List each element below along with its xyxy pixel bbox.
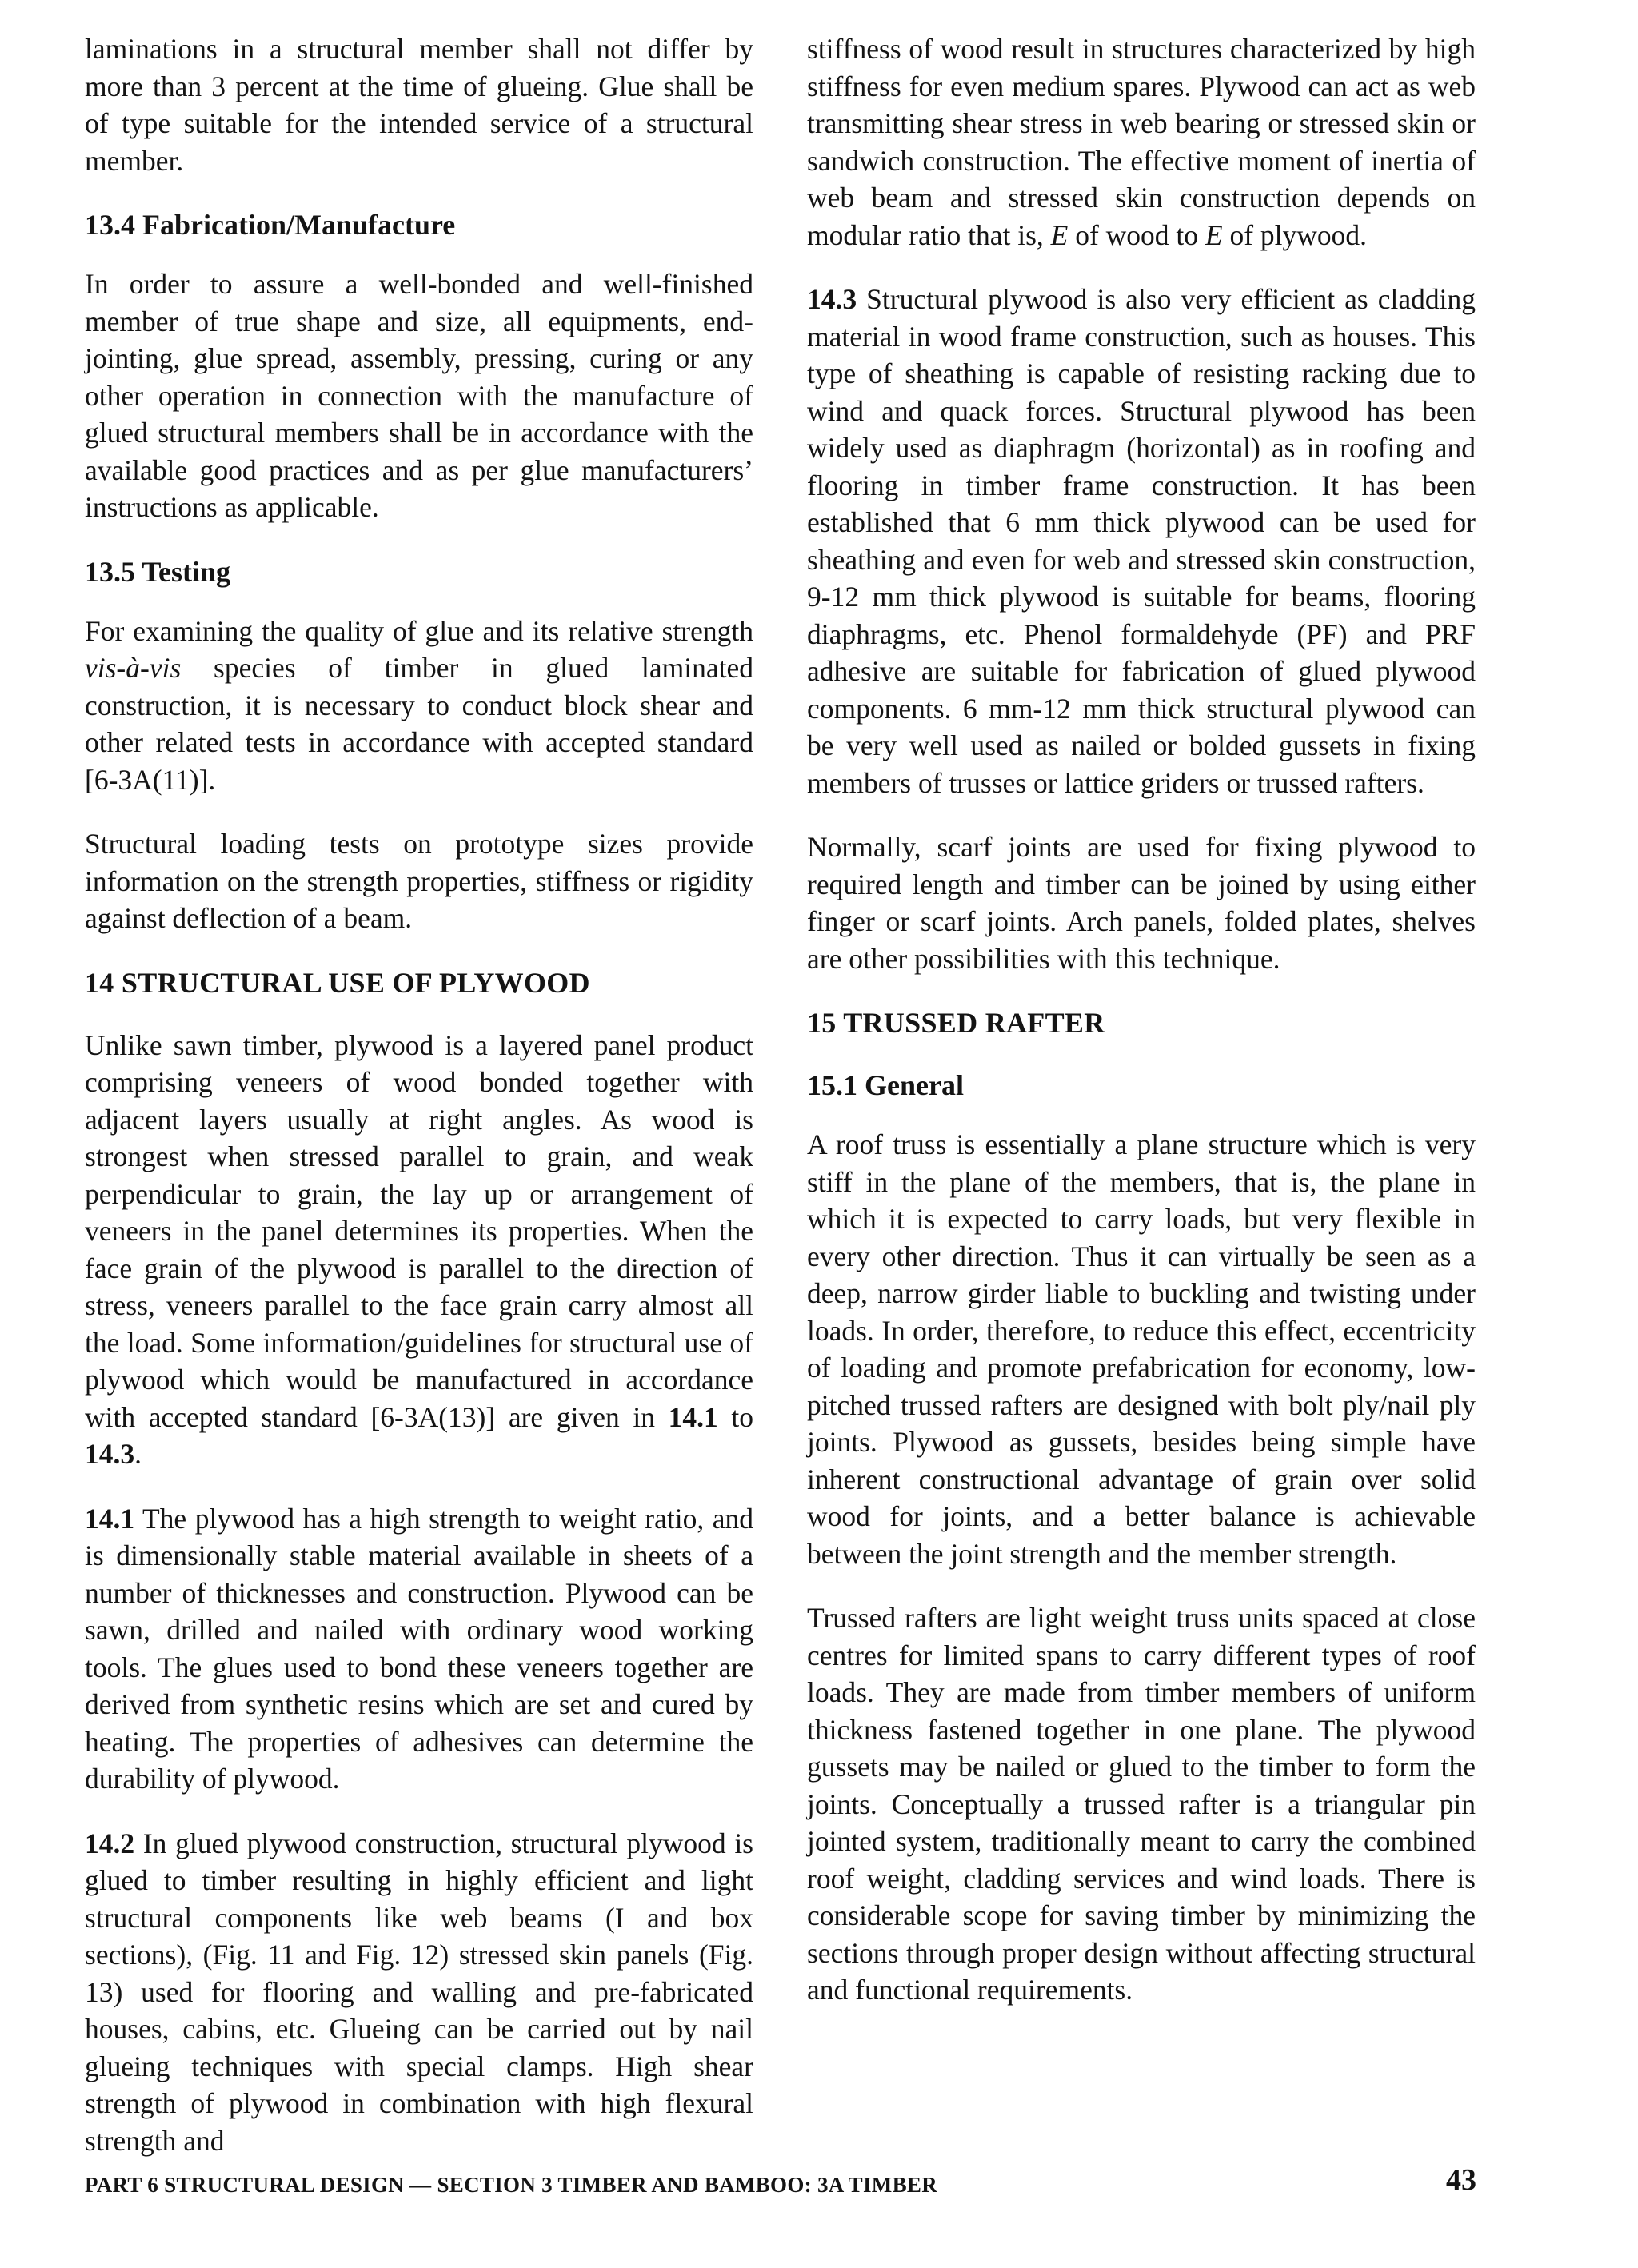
paragraph-14-3 xyxy=(807,281,1476,801)
text: Unlike sawn timber, plywood is a layered panel product comprising veneers of wood bonded together with adjacent layers usually at right angles. As wood is strongest when stressed parallel to grain, and weak perpendicular to grain, the lay up or arrangement of veneers in the panel determines its properties. When the face grain of the plywood is parallel to the direction of stress, veneers parallel to the face grain carry almost all the load. Some information/guidelines for structural use of plywood which would be manufactured in accordance with accepted standard [6-3A(13)] are given in xyxy=(85,1028,753,1433)
paragraph-13-4: In order to assure a well-bonded and well-finished member of true shape and size, all equipments, end-jointing, glue spread, assembly, pressing, curing or any other operation in connection with the manufacture of glued structural members shall be in accordance with the available good practices and as per glue manufacturers’ instructions as applicable. xyxy=(85,268,753,523)
paragraph-15-1-b: Trussed rafters are light weight truss units spaced at close centres for limited spans to carry different types of roof loads. They are made from timber members of uniform thickness fastened together in one plane. The plywood gussets may be nailed or glued to the timber to form the joints. Conceptually a trussed rafter is a triangular pin jointed system, traditionally meant to carry the combined roof weight, cladding services and wind loads. There is considerable scope for saving timber by minimizing the sections through proper design without affecting structural and functional requirements. xyxy=(807,1602,1476,2006)
italic-text: vis-à-vis xyxy=(85,652,182,684)
text: to xyxy=(717,1400,753,1433)
paragraph-14 xyxy=(85,1027,753,1473)
clause-ref: 14.1 xyxy=(668,1400,718,1433)
paragraph-14-2 xyxy=(85,1825,753,2160)
paragraph-13-5-b: Structural loading tests on prototype sizes provide information on the strength properties, stiffness or rigidity against deflection of a beam. xyxy=(85,828,753,934)
paragraph-15-1-a: A roof truss is essentially a plane structure which is very stiff in the plane of the members, that is, the plane in which it is expected to carry loads, but very flexible in every other direction. Thus it can virtually be seen as a deep, narrow girder liable to buckling and twisting under loads. In order, therefore, to reduce this effect, eccentricity of loading and promote prefabrication for economy, low-pitched trussed rafters are designed with bolt ply/nail ply joints. Plywood as gussets, besides being simple have inherent constructional advantage of grain over solid wood for joints, and a better balance is achievable between the joint strength and the member strength. xyxy=(807,1128,1476,1570)
italic-symbol: E xyxy=(1050,218,1069,251)
text: species of timber in glued laminated construction, it is necessary to conduct block shear and other related tests in accordance with accepted standard [6-3A(11)]. xyxy=(85,652,753,796)
paragraph-scarf-joints: Normally, scarf joints are used for fixing plywood to required length and timber can be joined by using either finger or scarf joints. Arch panels, folded plates, shelves are other possibilities with this technique. xyxy=(807,831,1476,975)
page-number: 43 xyxy=(1446,2163,1476,2197)
heading-15-1: 15.1 General xyxy=(807,1069,964,1101)
clause-ref: 14.3 xyxy=(85,1438,135,1470)
italic-symbol: E xyxy=(1205,218,1223,251)
footer-title: PART 6 STRUCTURAL DESIGN — SECTION 3 TIMBER AND BAMBOO: 3A TIMBER xyxy=(85,2173,937,2197)
text: In glued plywood construction, structural plywood is glued to timber resulting in highly efficient and light structural components like web beams (I and box sections), (Fig. 11 and Fig. 12) stressed skin panels (Fig. 13) used for flooring and walling and pre-fabricated houses, cabins, etc. Glueing can be carried out by nail glueing techniques with special clamps. High shear strength of plywood in combination with high flexural strength and xyxy=(85,1827,753,2157)
heading-13-4: 13.4 Fabrication/Manufacture xyxy=(85,209,456,241)
clause-label: 14.2 xyxy=(85,1827,135,1859)
heading-14: 14 STRUCTURAL USE OF PLYWOOD xyxy=(85,966,590,999)
page-footer xyxy=(85,2159,1476,2198)
text: of plywood. xyxy=(1222,218,1368,251)
left-column xyxy=(85,30,753,2186)
text: The plywood has a high strength to weight ratio, and is dimensionally stable material available in sheets of a number of thicknesses and construction. Plywood can be sawn, drilled and nailed with ordinary wood working tools. The glues used to bond these veneers together are derived from synthetic resins which are set and cured by heating. The properties of adhesives can determine the durability of plywood. xyxy=(85,1502,753,1795)
text: Structural plywood is also very efficient as cladding material in wood frame construction, such as houses. This type of sheathing is capable of resisting racking due to wind and quack forces. Structural plywood has been widely used as diaphragm (horizontal) as in roofing and flooring in timber frame construction. It has been established that 6 mm thick plywood can be used for sheathing and even for web and stressed skin construction, 9-12 mm thick plywood is suitable for beams, flooring diaphragms, etc. Phenol formaldehyde (PF) and PRF adhesive are suitable for fabrication of glued plywood components. 6 mm-12 mm thick structural plywood can be very well used as nailed or bolded gussets in fixing members of trusses or lattice griders or trussed rafters. xyxy=(807,283,1476,799)
clause-label: 14.1 xyxy=(85,1502,135,1535)
right-column xyxy=(807,30,1476,2036)
heading-13-5: 13.5 Testing xyxy=(85,555,231,588)
paragraph-13-5-a xyxy=(85,613,753,799)
clause-label: 14.3 xyxy=(807,283,857,315)
text: stiffness of wood result in structures characterized by high stiffness for even medium spares. Plywood can act as web transmitting shear stress in web bearing or stressed skin or sandwich construction. The effective moment of inertia of web beam and stressed skin construction depends on modular ratio that is, xyxy=(807,33,1476,251)
text: For examining the quality of glue and its relative strength xyxy=(85,614,753,647)
paragraph-14-1 xyxy=(85,1500,753,1798)
heading-15: 15 TRUSSED RAFTER xyxy=(807,1007,1105,1039)
paragraph-lamination-continued: laminations in a structural member shall not differ by more than 3 percent at the time of glueing. Glue shall be of type suitable for the intended service of a structural member. xyxy=(85,33,753,177)
paragraph-14-2-continued xyxy=(807,30,1476,254)
text: of wood to xyxy=(1068,218,1205,251)
text: . xyxy=(134,1438,142,1470)
